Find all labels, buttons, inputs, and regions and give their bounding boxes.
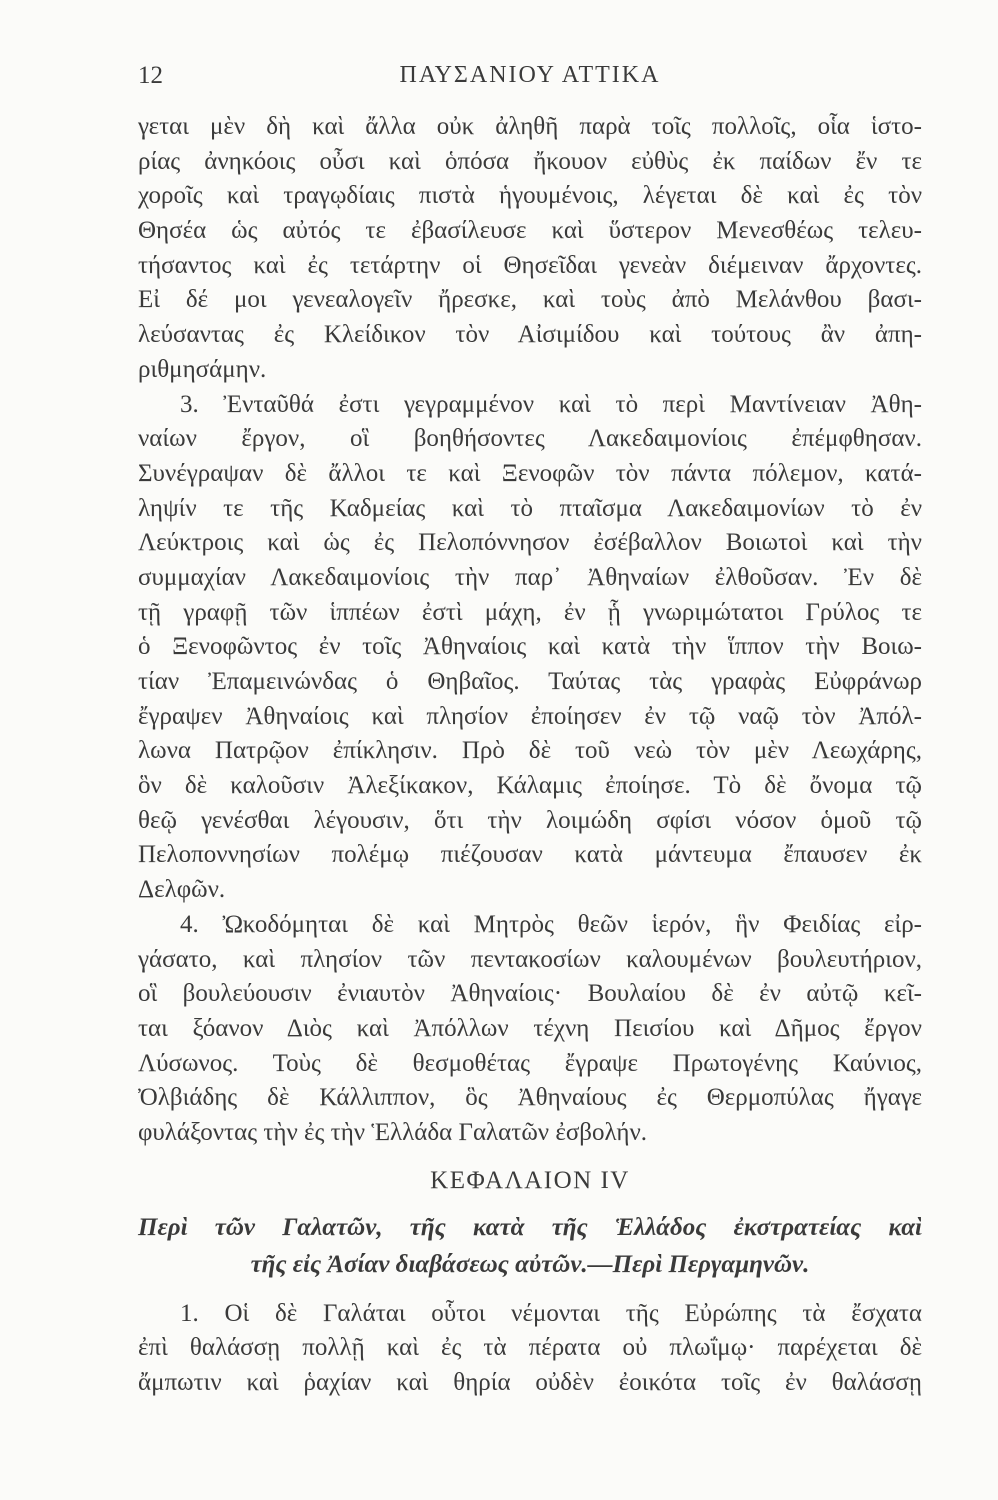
text-line: 4. Ὠκοδόμηται δὲ καὶ Μητρὸς θεῶν ἱερόν, ἣν Φειδίας εἰρ-	[180, 910, 922, 938]
body-text	[138, 110, 922, 1401]
text-line: ρίας ἀνηκόοις οὖσι καὶ ὁπόσα ἤκουον εὐθὺς ἐκ παίδων ἔν τε	[138, 147, 922, 175]
text-line: χοροῖς καὶ τραγῳδίαις πιστὰ ἡγουμένοις, λέγεται δὲ καὶ ἐς τὸν	[138, 182, 922, 210]
text-line: ται ξόανον Διὸς καὶ Ἀπόλλων τέχνη Πεισίου καὶ Δῆμος ἔργον	[138, 1014, 922, 1042]
text-line: γάσατο, καὶ πλησίον τῶν πεντακοσίων καλουμένων βουλευτήριον,	[138, 945, 922, 973]
text-line: φυλάξοντας τὴν ἐς τὴν Ἑλλάδα Γαλατῶν ἐσβολήν.	[138, 1118, 648, 1146]
text-line: ὃν δὲ καλοῦσιν Ἀλεξίκακον, Κάλαμις ἐποίησε. Τὸ δὲ ὄνομα τῷ	[138, 772, 922, 800]
text-line: οἳ βουλεύουσιν ἐνιαυτὸν Ἀθηναίοις· Βουλαίου δὲ ἐν αὐτῷ κεῖ-	[138, 980, 922, 1008]
running-title: ΠΑΥΣΑΝΙΟΥ ΑΤΤΙΚΑ	[399, 62, 661, 88]
text-line: γεται μὲν δὴ καὶ ἄλλα οὐκ ἀληθῆ παρὰ τοῖς πολλοῖς, οἷα ἱστο-	[138, 113, 922, 140]
text-line: τίαν Ἐπαμεινώνδας ὁ Θηβαῖος. Ταύτας τὰς γραφὰς Εὐφράνωρ	[138, 668, 922, 695]
chapter-subtitle	[138, 1209, 922, 1283]
text-line: τῇ γραφῇ τῶν ἱππέων ἐστὶ μάχη, ἐν ᾗ γνωριμώτατοι Γρύλος τε	[138, 598, 922, 626]
text-line: Εἰ δέ μοι γενεαλογεῖν ἤρεσκε, καὶ τοὺς ἀπὸ Μελάνθου βασι-	[138, 286, 922, 314]
text-line: Δελφῶν.	[138, 876, 226, 904]
paragraph-section-3	[138, 388, 922, 908]
text-line: 3. Ἐνταῦθά ἐστι γεγραμμένον καὶ τὸ περὶ Μαντίνειαν Ἀθη-	[180, 390, 922, 418]
text-line: συμμαχίαν Λακεδαιμονίοις τὴν παρ᾽ Ἀθηναίων ἐλθοῦσαν. Ἐν δὲ	[138, 563, 922, 591]
text-line: ναίων ἔργον, οἳ βοηθήσοντες Λακεδαιμονίοις ἐπέμφθησαν.	[138, 425, 922, 453]
subtitle-line: τῆς εἰς Ἀσίαν διαβάσεως αὐτῶν.—Περὶ Περγαμηνῶν.	[250, 1250, 810, 1278]
spacer	[138, 1283, 922, 1297]
text-line: 1. Οἱ δὲ Γαλάται οὗτοι νέμονται τῆς Εὐρώπης τὰ ἔσχατα	[180, 1299, 922, 1327]
paragraph-section-4	[138, 908, 922, 1151]
text-line: Ὀλβιάδης δὲ Κάλλιππον, ὃς Ἀθηναίους ἐς Θερμοπύλας ἤγαγε	[138, 1084, 922, 1112]
text-line: τήσαντος καὶ ἐς τετάρτην οἱ Θησεῖδαι γενεὰν διέμειναν ἄρχοντες.	[138, 251, 922, 279]
text-line: ληψίν τε τῆς Καδμείας καὶ τὸ πταῖσμα Λακεδαιμονίων τὸ ἐν	[138, 494, 922, 522]
text-line: Συνέγραψαν δὲ ἄλλοι τε καὶ Ξενοφῶν τὸν πάντα πόλεμον, κατά-	[138, 459, 922, 487]
chapter-heading: ΚΕΦΑΛΑΙΟΝ IV	[430, 1166, 630, 1194]
subtitle-line: Περὶ τῶν Γαλατῶν, τῆς κατὰ τῆς Ἑλλάδος ἐκστρατείας καὶ	[138, 1213, 922, 1241]
text-line: Λύσωνος. Τοὺς δὲ θεσμοθέτας ἔγραψε Πρωτογένης Καύνιος,	[138, 1049, 922, 1077]
text-line: Πελοποννησίων πολέμῳ πιέζουσαν κατὰ μάντευμα ἔπαυσεν ἐκ	[138, 841, 922, 869]
text-line: ριθμησάμην.	[138, 355, 267, 383]
text-line: ἄμπωτιν καὶ ῥαχίαν καὶ θηρία οὐδὲν ἐοικότα τοῖς ἐν θαλάσσῃ	[138, 1369, 922, 1396]
paragraph-chapter-section-1	[138, 1297, 922, 1401]
text-line: Θησέα ὡς αὐτός τε ἐβασίλευσε καὶ ὕστερον Μενεσθέως τελευ-	[138, 217, 922, 245]
text-line: ὁ Ξενοφῶντος ἐν τοῖς Ἀθηναίοις καὶ κατὰ τὴν ἵππον τὴν Βοιω-	[138, 633, 922, 661]
text-line: Λεύκτροις καὶ ὡς ἐς Πελοπόννησον ἐσέβαλλον Βοιωτοὶ καὶ τὴν	[138, 529, 922, 557]
text-line: ἔγραψεν Ἀθηναίοις καὶ πλησίον ἐποίησεν ἐν τῷ ναῷ τὸν Ἀπόλ-	[138, 702, 922, 730]
text-line: λωνα Πατρῷον ἐπίκλησιν. Πρὸ δὲ τοῦ νεὼ τὸν μὲν Λεωχάρης,	[138, 737, 922, 765]
text-line: ἐπὶ θαλάσσῃ πολλῇ καὶ ἐς τὰ πέρατα οὐ πλωΐμῳ· παρέχεται δὲ	[138, 1334, 922, 1362]
text-line: θεῷ γενέσθαι λέγουσιν, ὅτι τὴν λοιμώδη σφίσι νόσον ὁμοῦ τῷ	[138, 806, 922, 834]
page-header	[138, 62, 922, 96]
page-number: 12	[138, 62, 163, 89]
text-line: λεύσαντας ἐς Κλείδικον τὸν Αἰσιμίδου καὶ τούτους ἂν ἀπη-	[138, 321, 922, 349]
paragraph-section-2-continued	[138, 110, 922, 388]
